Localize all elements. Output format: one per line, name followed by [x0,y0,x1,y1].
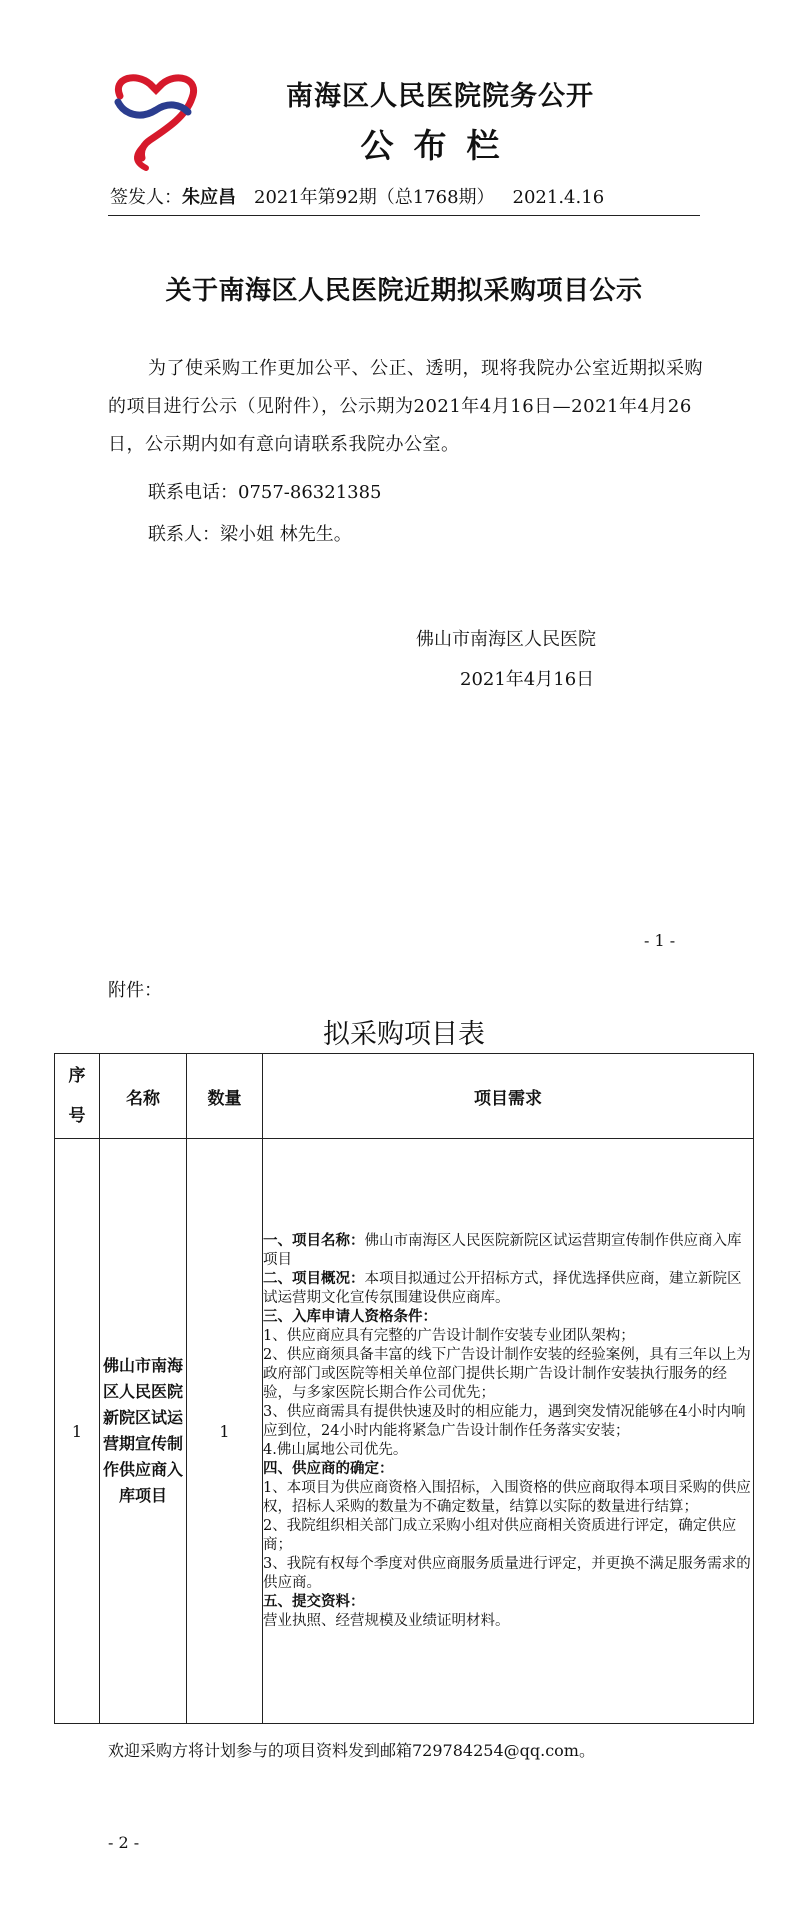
requirement-text: 营业执照、经营规模及业绩证明材料。 [263,1612,510,1629]
requirement-item [263,1327,753,1346]
requirement-item [263,1612,753,1631]
requirement-item [263,1403,753,1441]
requirement-item [263,1308,753,1327]
requirement-item [263,1555,753,1593]
requirement-text: 4.佛山属地公司优先。 [263,1441,408,1458]
signer-label: 签发人： [110,187,182,208]
requirement-text: 佛山市南海区人民医院新院区试运营期宣传制作供应商入库项目 [263,1232,742,1268]
requirement-item [263,1517,753,1555]
requirement-text: 1、本项目为供应商资格入围招标，入围资格的供应商取得本项目采购的供应权，招标人采购的数量为不确定数量，结算以实际的数量进行结算； [263,1479,751,1515]
row-seq: 1 [55,1139,100,1724]
signer-name: 朱应昌 [182,187,236,208]
requirement-heading: 一、项目名称： [263,1232,365,1249]
requirement-text: 3、供应商需具有提供快速及时的相应能力，遇到突发情况能够在4小时内响应到位，24小时内能将紧急广告设计制作任务落实安装； [263,1403,746,1439]
row-requirements [263,1139,754,1724]
header-qty: 数量 [187,1054,263,1139]
row-name: 佛山市南海区人民医院新院区试运营期宣传制作供应商入库项目 [100,1139,187,1724]
attachment-label: 附件： [108,980,162,1001]
requirement-heading: 三、入库申请人资格条件： [263,1308,437,1325]
header-name: 名称 [100,1054,187,1139]
requirement-heading: 四、供应商的确定： [263,1460,394,1477]
requirement-heading: 二、项目概况： [263,1270,365,1287]
requirement-item [263,1441,753,1460]
row-qty: 1 [187,1139,263,1724]
issue-date: 2021.4.16 [512,187,605,208]
requirement-item [263,1460,753,1479]
procurement-table [54,1053,754,1724]
board-title: 公布栏 [360,126,520,165]
requirement-item [263,1346,753,1403]
page-number-1: - 1 - [644,931,676,950]
issue-number: 2021年第92期（总1768期） [254,187,495,208]
header-seq-label: 序 号 [68,1066,86,1126]
contact-persons: 联系人：梁小姐 林先生。 [148,524,352,545]
org-title: 南海区人民医院院务公开 [286,81,594,112]
table-row [55,1139,754,1724]
requirement-item [263,1270,753,1308]
issue-line [110,183,700,209]
requirement-heading: 五、提交资料： [263,1593,365,1610]
email-note: 欢迎采购方将计划参与的项目资料发到邮箱729784254@qq.com。 [108,1741,595,1760]
table-title: 拟采购项目表 [323,1019,485,1050]
page-number-2: - 2 - [108,1833,140,1852]
signature-org: 佛山市南海区人民医院 [416,629,596,650]
header-req: 项目需求 [263,1054,754,1139]
requirement-item [263,1479,753,1517]
header-divider [108,215,700,216]
requirement-text: 2、供应商须具备丰富的线下广告设计制作安装的经验案例，具有三年以上为政府部门或医院等相关单位部门提供长期广告设计制作安装执行服务的经验，与多家医院长期合作公司优先； [263,1346,751,1401]
header-seq [55,1054,100,1139]
signature-date: 2021年4月16日 [460,669,595,690]
requirement-text: 2、我院组织相关部门成立采购小组对供应商相关资质进行评定，确定供应商； [263,1517,737,1553]
requirement-text: 1、供应商应具有完整的广告设计制作安装专业团队架构； [263,1327,635,1344]
notice-title: 关于南海区人民医院近期拟采购项目公示 [165,276,643,306]
hospital-heart-logo-icon [110,68,202,174]
requirement-item [263,1232,753,1270]
table-header-row [55,1054,754,1139]
requirement-text: 本项目拟通过公开招标方式，择优选择供应商，建立新院区试运营期文化宣传氛围建设供应商库。 [263,1270,742,1306]
notice-paragraph: 为了使采购工作更加公平、公正、透明，现将我院办公室近期拟采购的项目进行公示（见附件），公示期为2021年4月16日—2021年4月26日，公示期内如有意向请联系我院办公室。 [108,358,703,455]
contact-phone: 联系电话：0757-86321385 [148,482,382,503]
requirement-item [263,1593,753,1612]
requirement-text: 3、我院有权每个季度对供应商服务质量进行评定，并更换不满足服务需求的供应商。 [263,1555,751,1591]
